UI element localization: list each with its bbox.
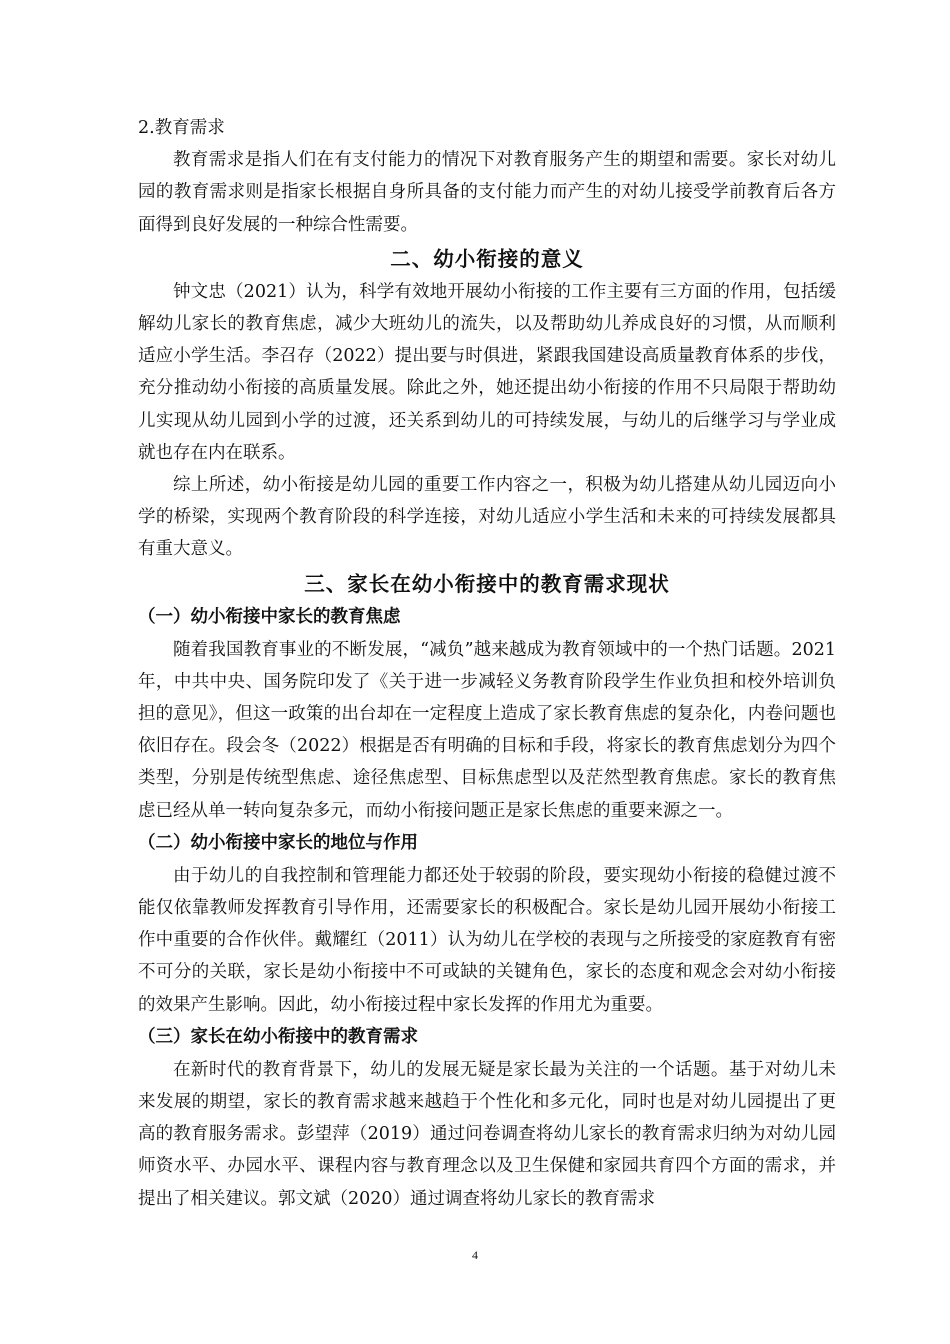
- subheading-parent-role: （二）幼小衔接中家长的地位与作用: [138, 832, 418, 853]
- paragraph-parent-role: 由于幼儿的自我控制和管理能力都还处于较弱的阶段，要实现幼小衔接的稳健过渡不能仅依靠教师发挥教育引导作用，还需要家长的积极配合。家长是幼儿园开展幼小衔接工作中重要的合作伙伴。戴耀红（2011）认为幼儿在学校的表现与之所接受的家庭教育有密不可分的关联，家长是幼小衔接中不可或缺的关键角色，家长的态度和观念会对幼小衔接的效果产生影响。因此，幼小衔接过程中家长发挥的作用尤为重要。: [138, 865, 836, 1015]
- paragraph-significance-1: 钟文忠（2021）认为，科学有效地开展幼小衔接的工作主要有三方面的作用，包括缓解幼儿家长的教育焦虑，减少大班幼儿的流失，以及帮助幼儿养成良好的习惯，从而顺利适应小学生活。李召存（2022）提出要与时俱进，紧跟我国建设高质量教育体系的步伐，充分推动幼小衔接的高质量发展。除此之外，她还提出幼小衔接的作用不只局限于帮助幼儿实现从幼儿园到小学的过渡，还关系到幼儿的可持续发展，与幼儿的后继学习与学业成就也存在内在联系。: [138, 281, 836, 463]
- subheading-parent-anxiety: （一）幼小衔接中家长的教育焦虑: [138, 606, 401, 627]
- subsection-heading-education-demand: 2.教育需求: [138, 118, 225, 138]
- page-body: [138, 112, 836, 1215]
- paragraph-parent-needs: 在新时代的教育背景下，幼儿的发展无疑是家长最为关注的一个话题。基于对幼儿未来发展的期望，家长的教育需求越来越趋于个性化和多元化，同时也是对幼儿园提出了更高的教育服务需求。彭望萍（2019）通过问卷调查将幼儿家长的教育需求归纳为对幼儿园师资水平、办园水平、课程内容与教育理念以及卫生保健和家园共育四个方面的需求，并提出了相关建议。郭文斌（2020）通过调查将幼儿家长的教育需求: [138, 1059, 836, 1209]
- paragraph-parent-anxiety: 随着我国教育事业的不断发展，“减负”越来越成为教育领域中的一个热门话题。2021年，中共中央、国务院印发了《关于进一步减轻义务教育阶段学生作业负担和校外培训负担的意见》，但这一政策的出台却在一定程度上造成了家长教育焦虑的复杂化，内卷问题也依旧存在。段会冬（2022）根据是否有明确的目标和手段，将家长的教育焦虑划分为四个类型，分别是传统型焦虑、途径焦虑型、目标焦虑型以及茫然型教育焦虑。家长的教育焦虑已经从单一转向复杂多元，而幼小衔接问题正是家长焦虑的重要来源之一。: [138, 639, 836, 821]
- subheading-parent-needs: （三）家长在幼小衔接中的教育需求: [138, 1026, 418, 1047]
- section-heading-significance: 二、幼小衔接的意义: [390, 246, 584, 271]
- section-heading-status: 三、家长在幼小衔接中的教育需求现状: [304, 571, 670, 596]
- paragraph-significance-2: 综上所述，幼小衔接是幼儿园的重要工作内容之一，积极为幼儿搭建从幼儿园迈向小学的桥梁，实现两个教育阶段的科学连接，对幼儿适应小学生活和未来的可持续发展都具有重大意义。: [138, 475, 836, 560]
- paragraph-education-demand: 教育需求是指人们在有支付能力的情况下对教育服务产生的期望和需要。家长对幼儿园的教育需求则是指家长根据自身所具备的支付能力而产生的对幼儿接受学前教育后各方面得到良好发展的一种综合性需要。: [138, 150, 836, 235]
- page-number: 4: [472, 1248, 478, 1262]
